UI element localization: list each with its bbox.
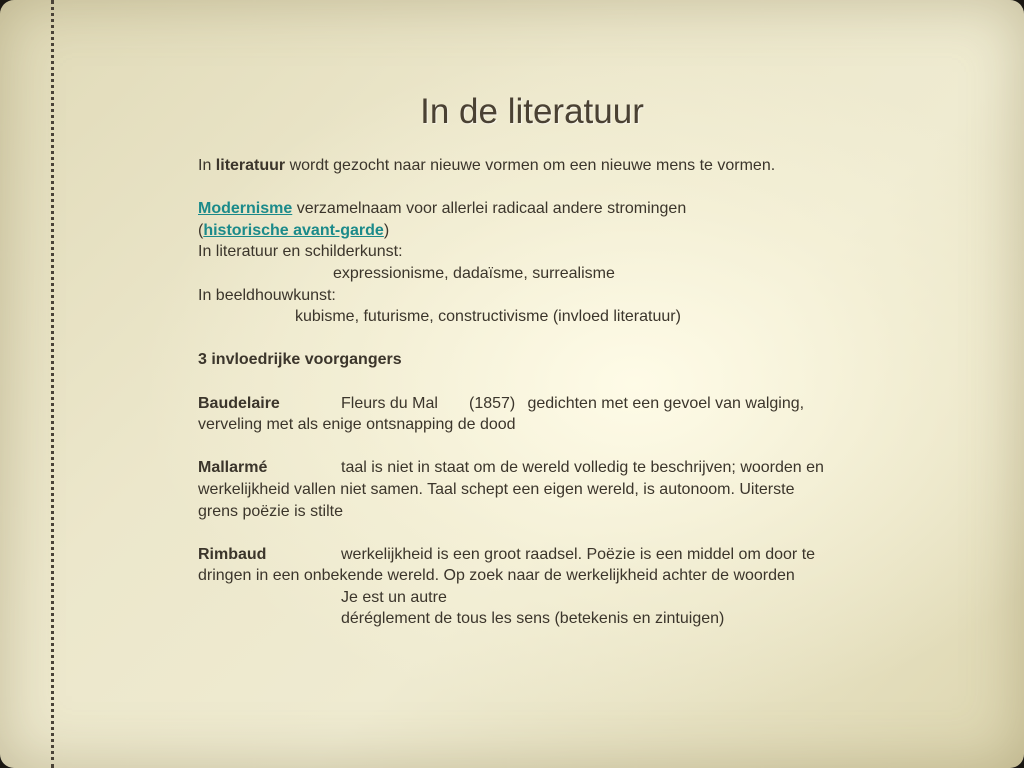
voorgangers-heading-text: 3 invloedrijke voorgangers <box>198 351 402 369</box>
intro-paragraph <box>198 155 828 177</box>
modernisme-link[interactable]: Modernisme <box>198 200 293 218</box>
lit-schilder-label: In literatuur en schilderkunst: <box>198 243 403 261</box>
baudelaire-desc: gedichten met een gevoel van walging, verveling met als enige ontsnapping de dood <box>198 394 805 434</box>
rimbaud-quote-2: déréglement de tous les sens (betekenis en zintuigen) <box>341 610 725 628</box>
slide-body <box>198 155 828 630</box>
baudelaire-name: Baudelaire <box>198 394 280 412</box>
beeldhouw-list: kubisme, futurisme, constructivisme (invloed literatuur) <box>295 308 681 326</box>
slide-title: In de literatuur <box>420 92 644 131</box>
rimbaud-entry <box>198 544 828 587</box>
paren-open: ( <box>198 221 204 239</box>
beeldhouw-label: In beeldhouwkunst: <box>198 286 336 304</box>
mallarme-entry <box>198 457 828 522</box>
paren-close: ) <box>383 221 390 239</box>
rimbaud-quote-1: Je est un autre <box>341 588 447 606</box>
modernisme-paragraph <box>198 198 828 241</box>
mallarme-desc: taal is niet in staat om de wereld volledig te beschrijven; woorden en werkelijkheid vallen niet samen. Taal schept een eigen wereld, is autonoom. Uiterste grens poëzie is stilte <box>198 459 824 520</box>
baudelaire-work: Fleurs du Mal <box>341 394 438 412</box>
modernisme-text: verzamelnaam voor allerlei radicaal andere stromingen <box>292 200 687 218</box>
intro-bold-literatuur: literatuur <box>215 157 286 174</box>
voorgangers-heading <box>198 349 828 371</box>
intro-post: wordt gezocht naar nieuwe vormen om een nieuwe mens te vormen. <box>285 157 776 174</box>
rimbaud-desc: werkelijkheid is een groot raadsel. Poëzie is een middel om door te dringen in een onbekende wereld. Op zoek naar de werkelijkheid achter de woorden <box>198 545 816 585</box>
lit-schilder-list: expressionisme, dadaïsme, surrealisme <box>333 264 615 282</box>
mallarme-name: Mallarmé <box>198 459 268 477</box>
historische-avant-garde-link[interactable]: historische avant-garde <box>203 221 384 239</box>
intro-pre: In <box>198 157 216 174</box>
baudelaire-year: (1857) <box>469 394 516 412</box>
rimbaud-name: Rimbaud <box>198 545 267 563</box>
baudelaire-entry <box>198 393 828 436</box>
